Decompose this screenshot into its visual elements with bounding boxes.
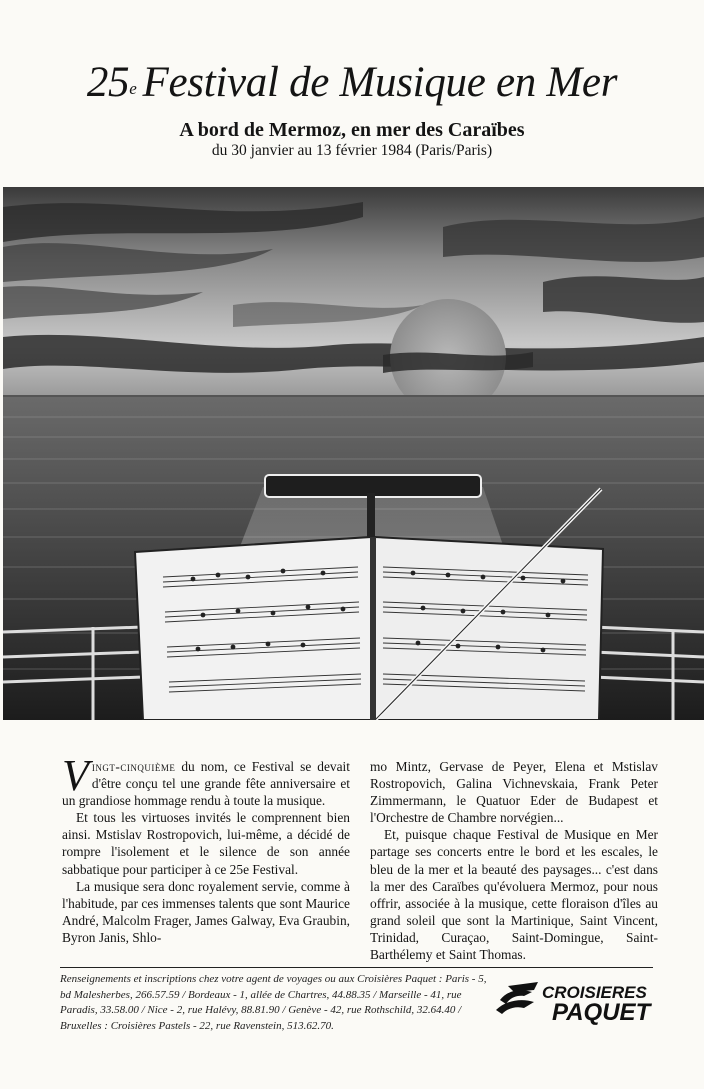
article-column-2 [370, 758, 658, 963]
festival-dates: du 30 janvier au 13 février 1984 (Paris/Paris) [211, 142, 493, 159]
article-column-1 [62, 751, 350, 946]
footer-divider [60, 967, 653, 968]
page-title [0, 58, 704, 108]
croisieres-paquet-logo [494, 978, 664, 1026]
article-paragraph: La musique sera donc royalement servie, comme à l'habitude, par ces immenses talents que sont Maurice André, Malcolm Frager, James Galway, Eva Graubin, Byron Janis, Shlo- [62, 878, 350, 945]
page-subtitle: A bord de Mermoz, en mer des Caraïbes [179, 119, 525, 141]
article-paragraph: Et tous les virtuoses invités le comprennent bien ainsi. Mstislav Rostropovich, lui-même, a décidé de rompre l'isolement et le silence de son année sabbatique pour participer à ce 25e Festival. [62, 810, 350, 877]
paquet-flag-logo-icon [494, 978, 664, 1026]
title-text: Festival de Musique en Mer [142, 59, 618, 106]
title-superscript: e [129, 79, 137, 98]
title-number: 25 [86, 59, 130, 106]
logo-line-2: PAQUET [552, 999, 651, 1026]
paragraph-text: du nom, ce Festival se devait d'être conçu tel une grande fête anniversaire et un grandiose hommage rendu à toute la musique. [62, 759, 350, 809]
logo-line-1: CROISIERES [542, 983, 647, 1002]
article-paragraph: mo Mintz, Gervase de Peyer, Elena et Mstislav Rostropovich, Galina Vichnevskaia, Frank Peter Zimmermann, le Quatuor Eder de Budapest et l'Orchestre de Chambre norvégien... [370, 759, 658, 826]
lead-smallcaps: ingt-cinquième [91, 759, 176, 774]
drop-cap: V [62, 751, 89, 800]
article-paragraph: Et, puisque chaque Festival de Musique en Mer partage ses concerts entre le bord et les escales, le bleu de la mer et la beauté des paysages... c'est dans la mer des Caraïbes qu'évoluera Mermoz, pour nous offrir, associée à la musique, cette floraison d'îles au grand soleil que sont la Martinique, Saint Vincent, Trinidad, Curaçao, Saint-Domingue, Saint-Barthélemy et Saint Thomas. [370, 827, 658, 963]
footer-contact-info: Renseignements et inscriptions chez votre agent de voyages ou aux Croisières Paquet : Paris - 5, bd Malesherbes, 266.57.59 / Bordeaux - 1, allée de Chartres, 44.88.35 / Marseille - 41, rue Paradis, 33.58.00 / Nice - 2, rue Halévy, 88.81.90 / Genève - 42, rue Rothschild, 32.64.40 / Bruxelles : Croisières Pastels - 22, rue Ravenstein, 513.62.70. [60, 973, 487, 1032]
sunset-sea-sheet-music-illustration [3, 187, 704, 720]
article-paragraph [62, 751, 350, 809]
